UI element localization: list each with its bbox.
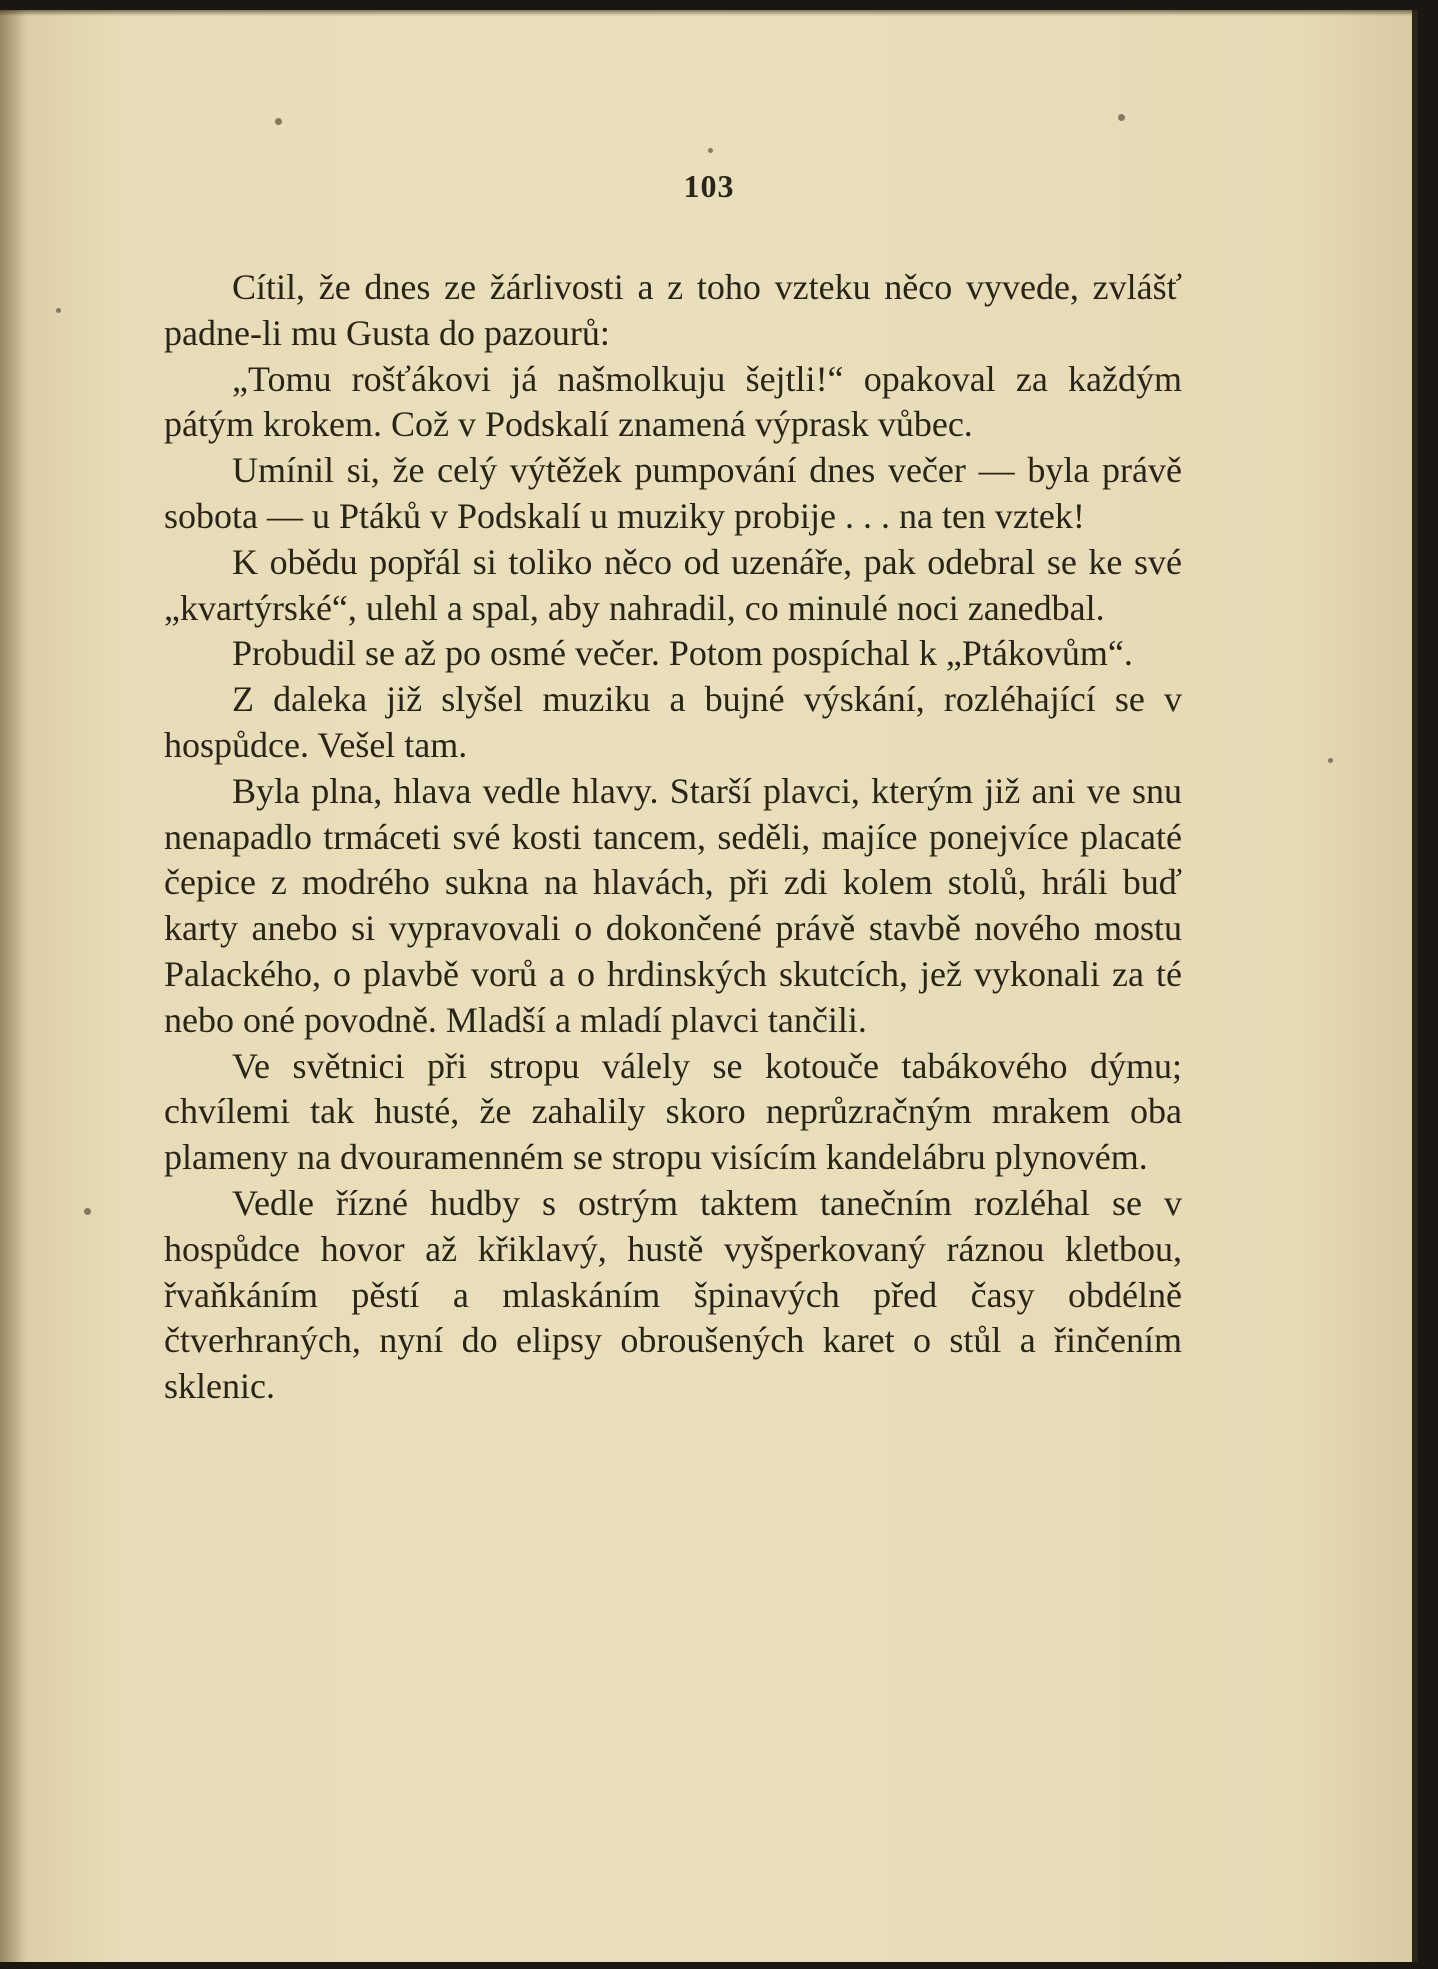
spine-shadow <box>0 10 26 1962</box>
paragraph: Cítil, že dnes ze žárlivosti a z toho vzteku něco vyvede, zvlášť padne-li mu Gusta do pazourů: <box>164 267 1182 353</box>
paragraph: Umínil si, že celý výtěžek pumpování dnes večer — byla právě sobota — u Ptáků v Podskalí u muziky probije . . . na ten vztek! <box>164 450 1182 536</box>
paragraph: Byla plna, hlava vedle hlavy. Starší plavci, kterým již ani ve snu nenapadlo trmáceti své kosti tancem, seděli, majíce ponejvíce placaté čepice z modrého sukna na hlavách, při zdi kolem stolů, hráli buď karty anebo si vypravovali o dokončené právě stavbě nového mostu Palackého, o plavbě vorů a o hrdinských skutcích, jež vykonali za té nebo oné povodně. Mladší a mladí plavci tančili. <box>164 770 1182 1040</box>
paper-speck <box>708 148 713 153</box>
paragraph: Vedle řízné hudby s ostrým taktem tanečním rozléhal se v hospůdce hovor až křiklavý, hustě vyšperkovaný ráznou kletbou, řvaňkáním pěstí a mlaskáním špinavých před časy obdélně čtverhraných, nyní do elipsy obroušených karet o stůl a řinčením sklenic. <box>164 1182 1182 1407</box>
paragraph: K obědu popřál si toliko něco od uzenáře, pak odebral se ke své „kvartýrské“, ulehl a spal, aby nahradil, co minulé noci zanedbal. <box>164 541 1182 628</box>
right-edge <box>1412 10 1418 1962</box>
page-number: 103 <box>683 168 735 204</box>
paragraph: „Tomu rošťákovi já našmolkuju šejtli!“ opakoval za každým pátým krokem. Což v Podskalí znamená výprask vůbec. <box>164 358 1182 445</box>
paragraph: Z daleka již slyšel muziku a bujné výskání, rozléhající se v hospůdce. Vešel tam. <box>164 679 1182 765</box>
paper-speck <box>275 118 282 125</box>
paper-speck <box>1118 114 1125 121</box>
paragraph: Probudil se až po osmé večer. Potom pospíchal k „Ptákovům“. <box>232 633 1133 674</box>
paragraph: Ve světnici při stropu válely se kotouče tabákového dýmu; chvílemi tak husté, že zahalily skoro neprůzračným mrakem oba plameny na dvouramenném se stropu visícím kandelábru plynovém. <box>164 1045 1182 1178</box>
body-text <box>164 265 1182 1410</box>
paper-speck <box>56 308 61 313</box>
paper-speck <box>84 1208 91 1215</box>
paper-speck <box>1328 758 1333 763</box>
book-page <box>0 10 1418 1962</box>
top-edge-shadow <box>0 10 1418 16</box>
